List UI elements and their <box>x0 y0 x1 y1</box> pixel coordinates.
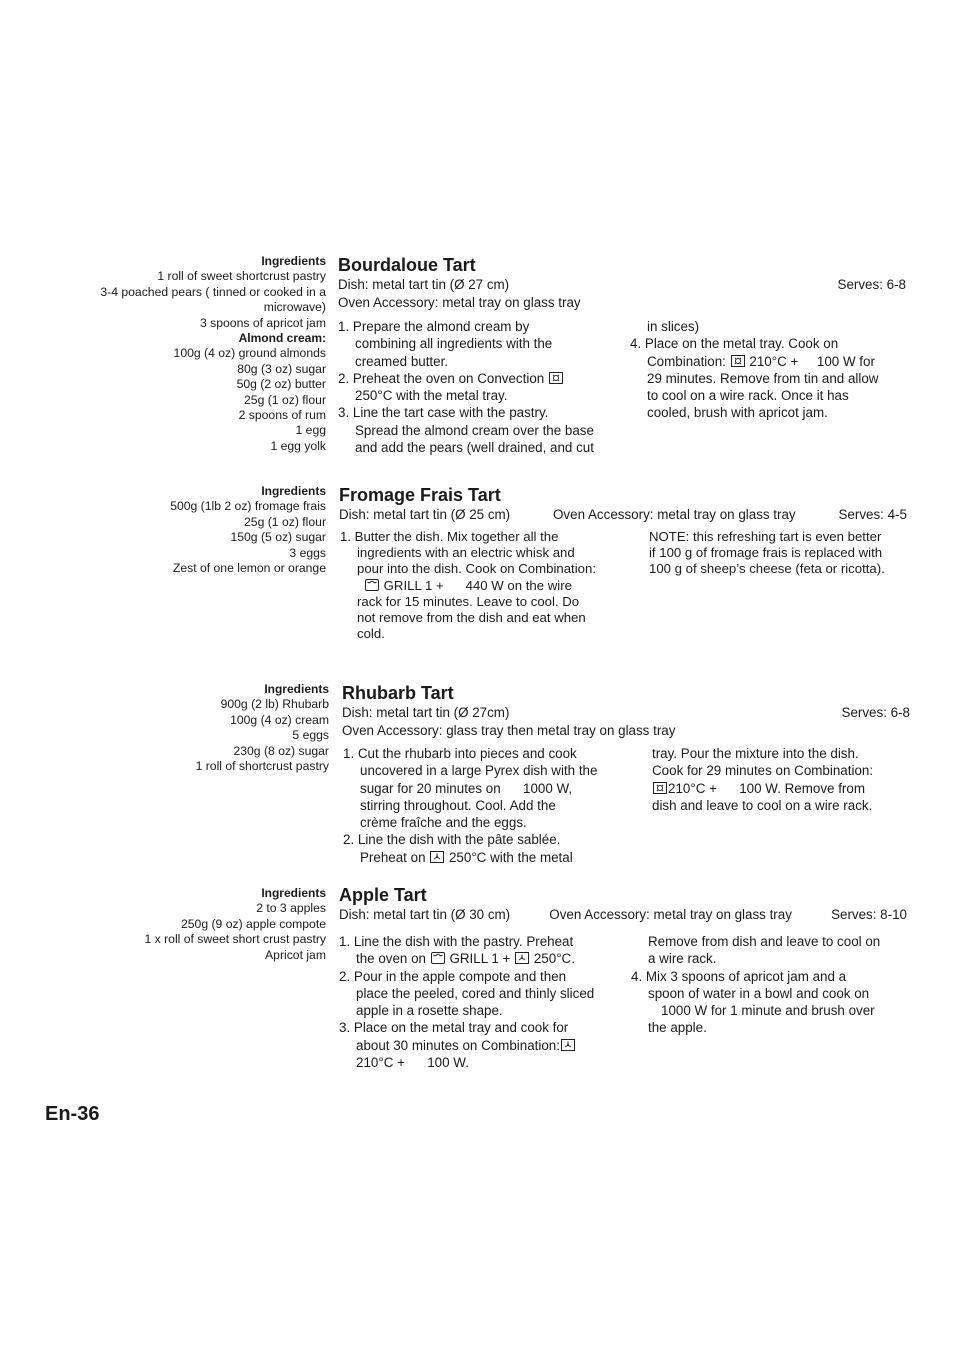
serves-info: Serves: 6-8 <box>841 705 910 720</box>
recipe-title: Apple Tart <box>339 885 427 905</box>
convection-icon <box>731 355 745 367</box>
step-text: combining all ingredients with the <box>355 336 553 352</box>
step-text: ingredients with an electric whisk and <box>357 545 575 561</box>
step-text: 1. Prepare the almond cream by <box>338 319 530 334</box>
ingredient-item: 3 eggs <box>289 545 326 560</box>
recipe-title: Rhubarb Tart <box>342 683 454 703</box>
ingredients-rhubarb <box>79 682 329 774</box>
ingredients-apple <box>76 886 326 963</box>
ingredient-item: 5 eggs <box>292 728 329 743</box>
step-text: the apple. <box>648 1020 707 1036</box>
ingredient-item: 250g (9 oz) apple compote <box>181 916 326 931</box>
step-text: Combination: <box>647 353 726 369</box>
step-text: 4. Place on the metal tray. Cook on <box>630 336 839 352</box>
step-text: rack for 15 minutes. Leave to cool. Do <box>357 593 580 609</box>
recipe-meta <box>339 906 907 924</box>
ingredient-item: 50g (2 oz) butter <box>236 377 326 392</box>
fan-oven-icon <box>430 851 444 863</box>
recipe-fromage <box>339 484 907 524</box>
step-text: cold. <box>357 626 385 642</box>
accessory-text: Oven Accessory: metal tray on glass tray <box>338 294 581 310</box>
step-text: apple in a rosette shape. <box>356 1003 503 1019</box>
note-text: 100 g of sheep’s cheese (feta or ricotta). <box>649 561 885 577</box>
step-text: 2. Line the dish with the pâte sablée. <box>343 832 561 848</box>
step-text: not remove from the dish and eat when <box>357 610 586 626</box>
ingredient-item: Zest of one lemon or orange <box>172 561 326 576</box>
step-text <box>343 849 638 866</box>
step-text <box>339 950 634 967</box>
step-text: creamed butter. <box>355 353 449 369</box>
ingredients-heading: Ingredients <box>264 682 329 696</box>
step-text: cooled, brush with apricot jam. <box>647 405 828 421</box>
ingredient-item: 100g (4 oz) ground almonds <box>173 346 326 361</box>
step-text: 210°C + 100 W for <box>749 353 875 369</box>
step-text: stirring throughout. Cool. Add the <box>360 797 556 813</box>
ingredients-heading: Ingredients <box>261 254 326 268</box>
fan-oven-icon <box>561 1039 575 1051</box>
ingredient-item: 500g (1lb 2 oz) fromage frais <box>170 499 326 514</box>
step-text: sugar for 20 minutes on 1000 W, <box>360 780 573 796</box>
step-text: tray. Pour the mixture into the dish. <box>652 746 859 761</box>
step-text: in slices) <box>647 319 700 334</box>
ingredient-item: 100g (4 oz) cream <box>230 712 329 727</box>
page-number: En-36 <box>45 1103 100 1125</box>
step-text <box>652 780 922 797</box>
step-text: 210°C + 100 W. <box>356 1055 469 1071</box>
ingredient-item: 25g (1 oz) flour <box>244 392 326 407</box>
accessory-info <box>338 294 906 312</box>
ingredients-bourdaloue <box>76 254 326 454</box>
note-text: NOTE: this refreshing tart is even better <box>649 529 882 544</box>
step-text <box>340 578 630 594</box>
ingredient-item: 1 x roll of sweet short crust pastry <box>144 932 326 947</box>
grill-icon <box>431 952 445 964</box>
dish-info: Dish: metal tart tin (Ø 27 cm) <box>338 277 510 292</box>
step-text: spoon of water in a bowl and cook on <box>648 985 870 1001</box>
step-text: Spread the almond cream over the base <box>355 422 594 438</box>
step-text: place the peeled, cored and thinly sliced <box>356 985 595 1001</box>
step-text: Cook for 29 minutes on Combination: <box>652 763 874 779</box>
ingredient-item: 1 roll of shortcrust pastry <box>195 759 329 774</box>
recipe-meta <box>338 276 906 294</box>
almond-cream-label: Almond cream: <box>238 331 326 346</box>
step-text: uncovered in a large Pyrex dish with the <box>360 763 598 779</box>
recipe-title: Fromage Frais Tart <box>339 485 501 505</box>
step-text: 250°C with the metal <box>448 849 573 865</box>
step-text: 250°C with the metal tray. <box>355 388 508 404</box>
recipe-bourdaloue <box>338 254 906 311</box>
step-text: GRILL 1 + 440 W on the wire <box>383 577 572 593</box>
ingredient-item: Apricot jam <box>265 947 326 962</box>
accessory-info <box>342 722 910 740</box>
ingredient-item: 2 to 3 apples <box>256 901 326 916</box>
step-text: to cool on a wire rack. Once it has <box>647 388 849 404</box>
step-text: 2. Preheat the oven on Convection <box>338 370 545 386</box>
ingredient-item: 3-4 poached pears ( tinned or cooked in a microwave) <box>100 284 326 315</box>
dish-info: Dish: metal tart tin (Ø 25 cm) <box>339 507 511 522</box>
step-text <box>339 1037 634 1054</box>
step-text: 1000 W for 1 minute and brush over <box>661 1003 875 1019</box>
ingredient-item: 80g (3 oz) sugar <box>237 361 326 376</box>
step-text: and add the pears (well drained, and cut <box>355 440 594 456</box>
recipe-rhubarb <box>342 682 910 739</box>
step-text: 1. Cut the rhubarb into pieces and cook <box>343 746 577 761</box>
dish-info: Dish: metal tart tin (Ø 30 cm) <box>339 907 511 922</box>
grill-icon <box>365 579 379 591</box>
ingredient-item: 3 spoons of apricot jam <box>199 315 326 330</box>
step-text: 3. Place on the metal tray and cook for <box>339 1020 569 1036</box>
convection-icon <box>653 782 667 794</box>
step-text: 4. Mix 3 spoons of apricot jam and a <box>631 968 847 984</box>
step-text: dish and leave to cool on a wire rack. <box>652 797 873 813</box>
serves-info: Serves: 4-5 <box>838 507 907 522</box>
step-text: crème fraîche and the eggs. <box>360 815 527 831</box>
serves-info: Serves: 6-8 <box>837 277 906 292</box>
accessory-info: Oven Accessory: metal tray on glass tray <box>549 907 792 922</box>
step-text <box>338 370 628 387</box>
step-text: 1. Line the dish with the pastry. Preheat <box>339 934 574 949</box>
ingredient-item: 150g (5 oz) sugar <box>230 530 326 545</box>
step-text: pour into the dish. Cook on Combination: <box>357 561 596 577</box>
ingredient-item: 1 egg yolk <box>270 438 326 453</box>
step-text: 2. Pour in the apple compote and then <box>339 968 567 984</box>
step-text: about 30 minutes on Combination: <box>356 1037 560 1053</box>
step-text: 1. Butter the dish. Mix together all the <box>340 529 559 544</box>
step-text: 29 minutes. Remove from tin and allow <box>647 370 879 386</box>
step-text: Preheat on <box>360 849 426 865</box>
step-text: 3. Line the tart case with the pastry. <box>338 405 549 421</box>
accessory-text: Oven Accessory: glass tray then metal tray on glass tray <box>342 722 676 738</box>
recipe-meta <box>339 506 907 524</box>
ingredients-fromage <box>76 484 326 576</box>
note-text: if 100 g of fromage frais is replaced with <box>649 545 883 561</box>
serves-info: Serves: 8-10 <box>831 907 907 922</box>
step-text: GRILL 1 + <box>449 951 511 967</box>
ingredient-item: 900g (2 lb) Rhubarb <box>220 697 329 712</box>
ingredient-item: 2 spoons of rum <box>238 408 326 423</box>
fan-oven-icon <box>515 952 529 964</box>
ingredient-item: 230g (8 oz) sugar <box>233 743 329 758</box>
step-text: 250°C. <box>533 951 575 967</box>
dish-info: Dish: metal tart tin (Ø 27cm) <box>342 705 510 720</box>
step-text: 210°C + 100 W. Remove from <box>668 780 865 796</box>
ingredient-item: 25g (1 oz) flour <box>244 514 326 529</box>
recipe-meta <box>342 704 910 722</box>
ingredient-item: 1 roll of sweet shortcrust pastry <box>157 269 326 284</box>
step-text: Remove from dish and leave to cool on <box>648 934 881 949</box>
ingredients-heading: Ingredients <box>261 886 326 900</box>
step-text <box>630 353 920 370</box>
accessory-info: Oven Accessory: metal tray on glass tray <box>553 507 796 522</box>
recipe-title: Bourdaloue Tart <box>338 255 476 275</box>
step-text: a wire rack. <box>648 951 717 967</box>
convection-icon <box>549 372 563 384</box>
ingredients-heading: Ingredients <box>261 484 326 498</box>
step-text: the oven on <box>356 951 426 967</box>
ingredient-item: 1 egg <box>295 423 326 438</box>
recipe-apple <box>339 884 907 924</box>
